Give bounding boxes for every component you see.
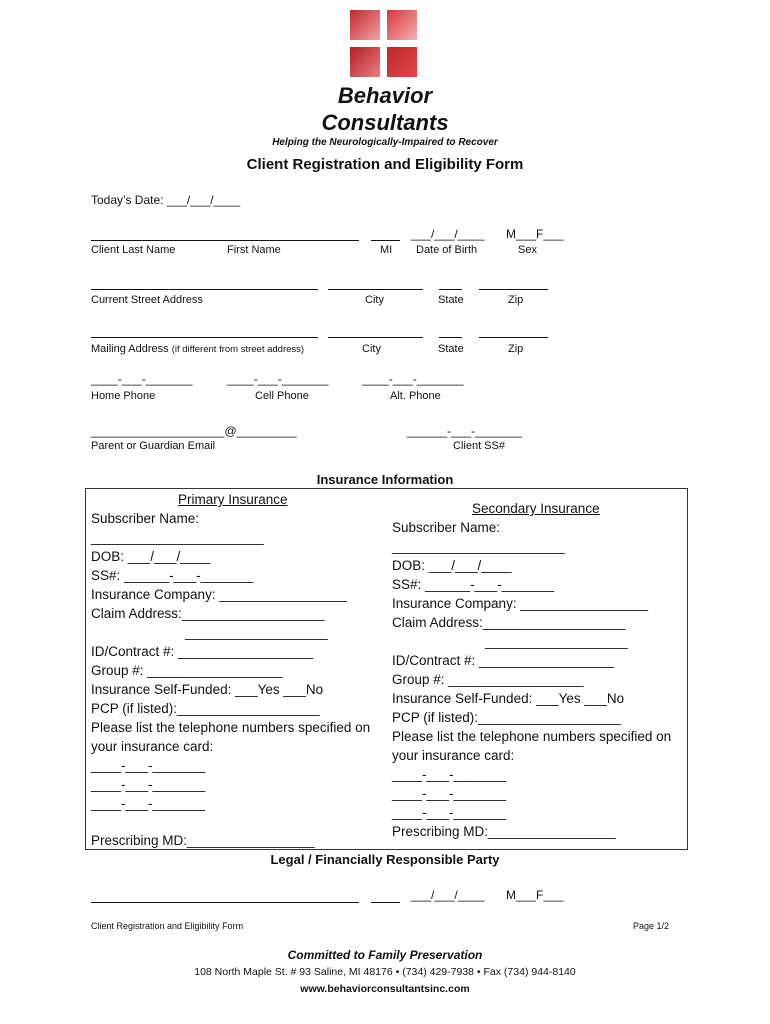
label-mi: MI — [380, 244, 393, 256]
todays-date-field[interactable]: Today’s Date: ___/___/____ — [91, 193, 241, 207]
label-mailing-text: Mailing Address — [91, 343, 169, 355]
insurance-heading: Insurance Information — [316, 472, 454, 487]
mailing-state-line[interactable] — [439, 337, 462, 338]
primary-title: Primary Insurance — [178, 492, 288, 507]
primary-prescribing-field[interactable]: Prescribing MD:_________________ — [91, 833, 315, 848]
secondary-phone-3[interactable]: ____-___-_______ — [392, 805, 507, 820]
form-title: Client Registration and Eligibility Form — [246, 156, 524, 173]
primary-group-field[interactable]: Group #: __________________ — [91, 663, 283, 678]
primary-phone-1[interactable]: ____-___-_______ — [91, 758, 206, 773]
label-mailing-state: State — [438, 343, 464, 355]
street-line[interactable] — [91, 289, 318, 290]
secondary-phones-prompt-1: Please list the telephone numbers specified on — [392, 729, 672, 744]
secondary-ss-field[interactable]: SS#: ______-___-_______ — [392, 577, 555, 592]
primary-ss-field[interactable]: SS#: ______-___-_______ — [91, 568, 254, 583]
primary-claim-field[interactable]: Claim Address:___________________ — [91, 606, 325, 621]
label-dob: Date of Birth — [416, 244, 478, 256]
primary-claim-field-2[interactable]: ___________________ — [185, 625, 328, 640]
label-cell-phone: Cell Phone — [255, 390, 309, 402]
secondary-phone-1[interactable]: ____-___-_______ — [392, 767, 507, 782]
last-first-name-line[interactable] — [91, 240, 359, 241]
secondary-self-funded-field[interactable]: Insurance Self-Funded: ___Yes ___No — [392, 691, 625, 706]
footer-address: 108 North Maple St. # 93 Saline, MI 48176 • (734) 429-7938 • Fax (734) 944-8140 — [194, 966, 576, 978]
legal-mi-line[interactable] — [371, 902, 400, 903]
secondary-claim-field[interactable]: Claim Address:___________________ — [392, 615, 626, 630]
label-client-ss: Client SS# — [453, 440, 505, 452]
alt-phone-field[interactable]: ____-___-_______ — [362, 372, 464, 386]
label-mailing-note: (if different from street address) — [171, 344, 305, 355]
secondary-group-field[interactable]: Group #: __________________ — [392, 672, 584, 687]
logo-square-tr — [387, 10, 417, 40]
label-home-phone: Home Phone — [91, 390, 156, 402]
state-line[interactable] — [439, 289, 462, 290]
label-guardian-email: Parent or Guardian Email — [91, 440, 216, 452]
secondary-subscriber-field[interactable]: _______________________ — [392, 539, 565, 554]
primary-pcp-field[interactable]: PCP (if listed):___________________ — [91, 701, 320, 716]
secondary-dob-field[interactable]: DOB: ___/___/____ — [392, 558, 512, 573]
mailing-zip-line[interactable] — [479, 337, 548, 338]
dob-blank[interactable]: ___/___/____ — [411, 227, 485, 241]
secondary-title: Secondary Insurance — [472, 501, 600, 516]
footer-motto: Committed to Family Preservation — [287, 948, 483, 962]
primary-phones-prompt-1: Please list the telephone numbers specified on — [91, 720, 371, 735]
legal-dob-blank[interactable]: ___/___/____ — [411, 888, 485, 902]
primary-dob-field[interactable]: DOB: ___/___/____ — [91, 549, 211, 564]
secondary-company-field[interactable]: Insurance Company: _________________ — [392, 596, 648, 611]
primary-phone-3[interactable]: ____-___-_______ — [91, 796, 206, 811]
client-ss-field[interactable]: ______-___-_______ — [407, 424, 522, 438]
mailing-line[interactable] — [91, 337, 318, 338]
primary-company-field[interactable]: Insurance Company: _________________ — [91, 587, 347, 602]
label-mailing-city: City — [362, 343, 381, 355]
logo — [350, 10, 420, 80]
logo-square-bl — [350, 47, 380, 77]
tagline: Helping the Neurologically-Impaired to Recover — [272, 137, 498, 148]
secondary-prescribing-field[interactable]: Prescribing MD:_________________ — [392, 824, 616, 839]
home-phone-field[interactable]: ____-___-_______ — [91, 372, 193, 386]
secondary-phone-2[interactable]: ____-___-_______ — [392, 786, 507, 801]
guardian-email-field[interactable]: ____________________@_________ — [91, 424, 297, 438]
primary-self-funded-field[interactable]: Insurance Self-Funded: ___Yes ___No — [91, 682, 324, 697]
brand-line1: Behavior — [337, 83, 433, 108]
label-mailing-zip: Zip — [508, 343, 524, 355]
footer-form-name: Client Registration and Eligibility Form — [91, 921, 244, 931]
zip-line[interactable] — [479, 289, 548, 290]
label-zip: Zip — [508, 294, 524, 306]
mailing-city-line[interactable] — [328, 337, 423, 338]
label-sex: Sex — [518, 244, 537, 256]
secondary-claim-field-2[interactable]: ___________________ — [485, 634, 628, 649]
legal-heading: Legal / Financially Responsible Party — [270, 852, 500, 867]
primary-phones-prompt-2: your insurance card: — [91, 739, 214, 754]
sex-blank[interactable]: M___F___ — [506, 227, 564, 241]
logo-square-tl — [350, 10, 380, 40]
primary-phone-2[interactable]: ____-___-_______ — [91, 777, 206, 792]
primary-subscriber-field[interactable]: _______________________ — [91, 530, 264, 545]
footer-website[interactable]: www.behaviorconsultantsinc.com — [300, 983, 470, 995]
footer-page-number: Page 1/2 — [633, 921, 670, 931]
logo-square-br — [387, 47, 417, 77]
city-line[interactable] — [328, 289, 423, 290]
secondary-pcp-field[interactable]: PCP (if listed):___________________ — [392, 710, 621, 725]
mi-line[interactable] — [371, 240, 400, 241]
label-alt-phone: Alt. Phone — [390, 390, 441, 402]
secondary-id-field[interactable]: ID/Contract #: __________________ — [392, 653, 615, 668]
label-state: State — [438, 294, 464, 306]
label-first-name: First Name — [227, 244, 281, 256]
secondary-phones-prompt-2: your insurance card: — [392, 748, 515, 763]
label-city: City — [365, 294, 384, 306]
primary-subscriber-label: Subscriber Name: — [91, 511, 200, 526]
label-mailing — [91, 343, 304, 355]
brand-line2: Consultants — [321, 110, 449, 135]
secondary-subscriber-label: Subscriber Name: — [392, 520, 501, 535]
primary-id-field[interactable]: ID/Contract #: __________________ — [91, 644, 314, 659]
label-last-name: Client Last Name — [91, 244, 176, 256]
label-street: Current Street Address — [91, 294, 203, 306]
legal-name-line[interactable] — [91, 902, 359, 903]
legal-sex-blank[interactable]: M___F___ — [506, 888, 564, 902]
cell-phone-field[interactable]: ____-___-_______ — [227, 372, 329, 386]
